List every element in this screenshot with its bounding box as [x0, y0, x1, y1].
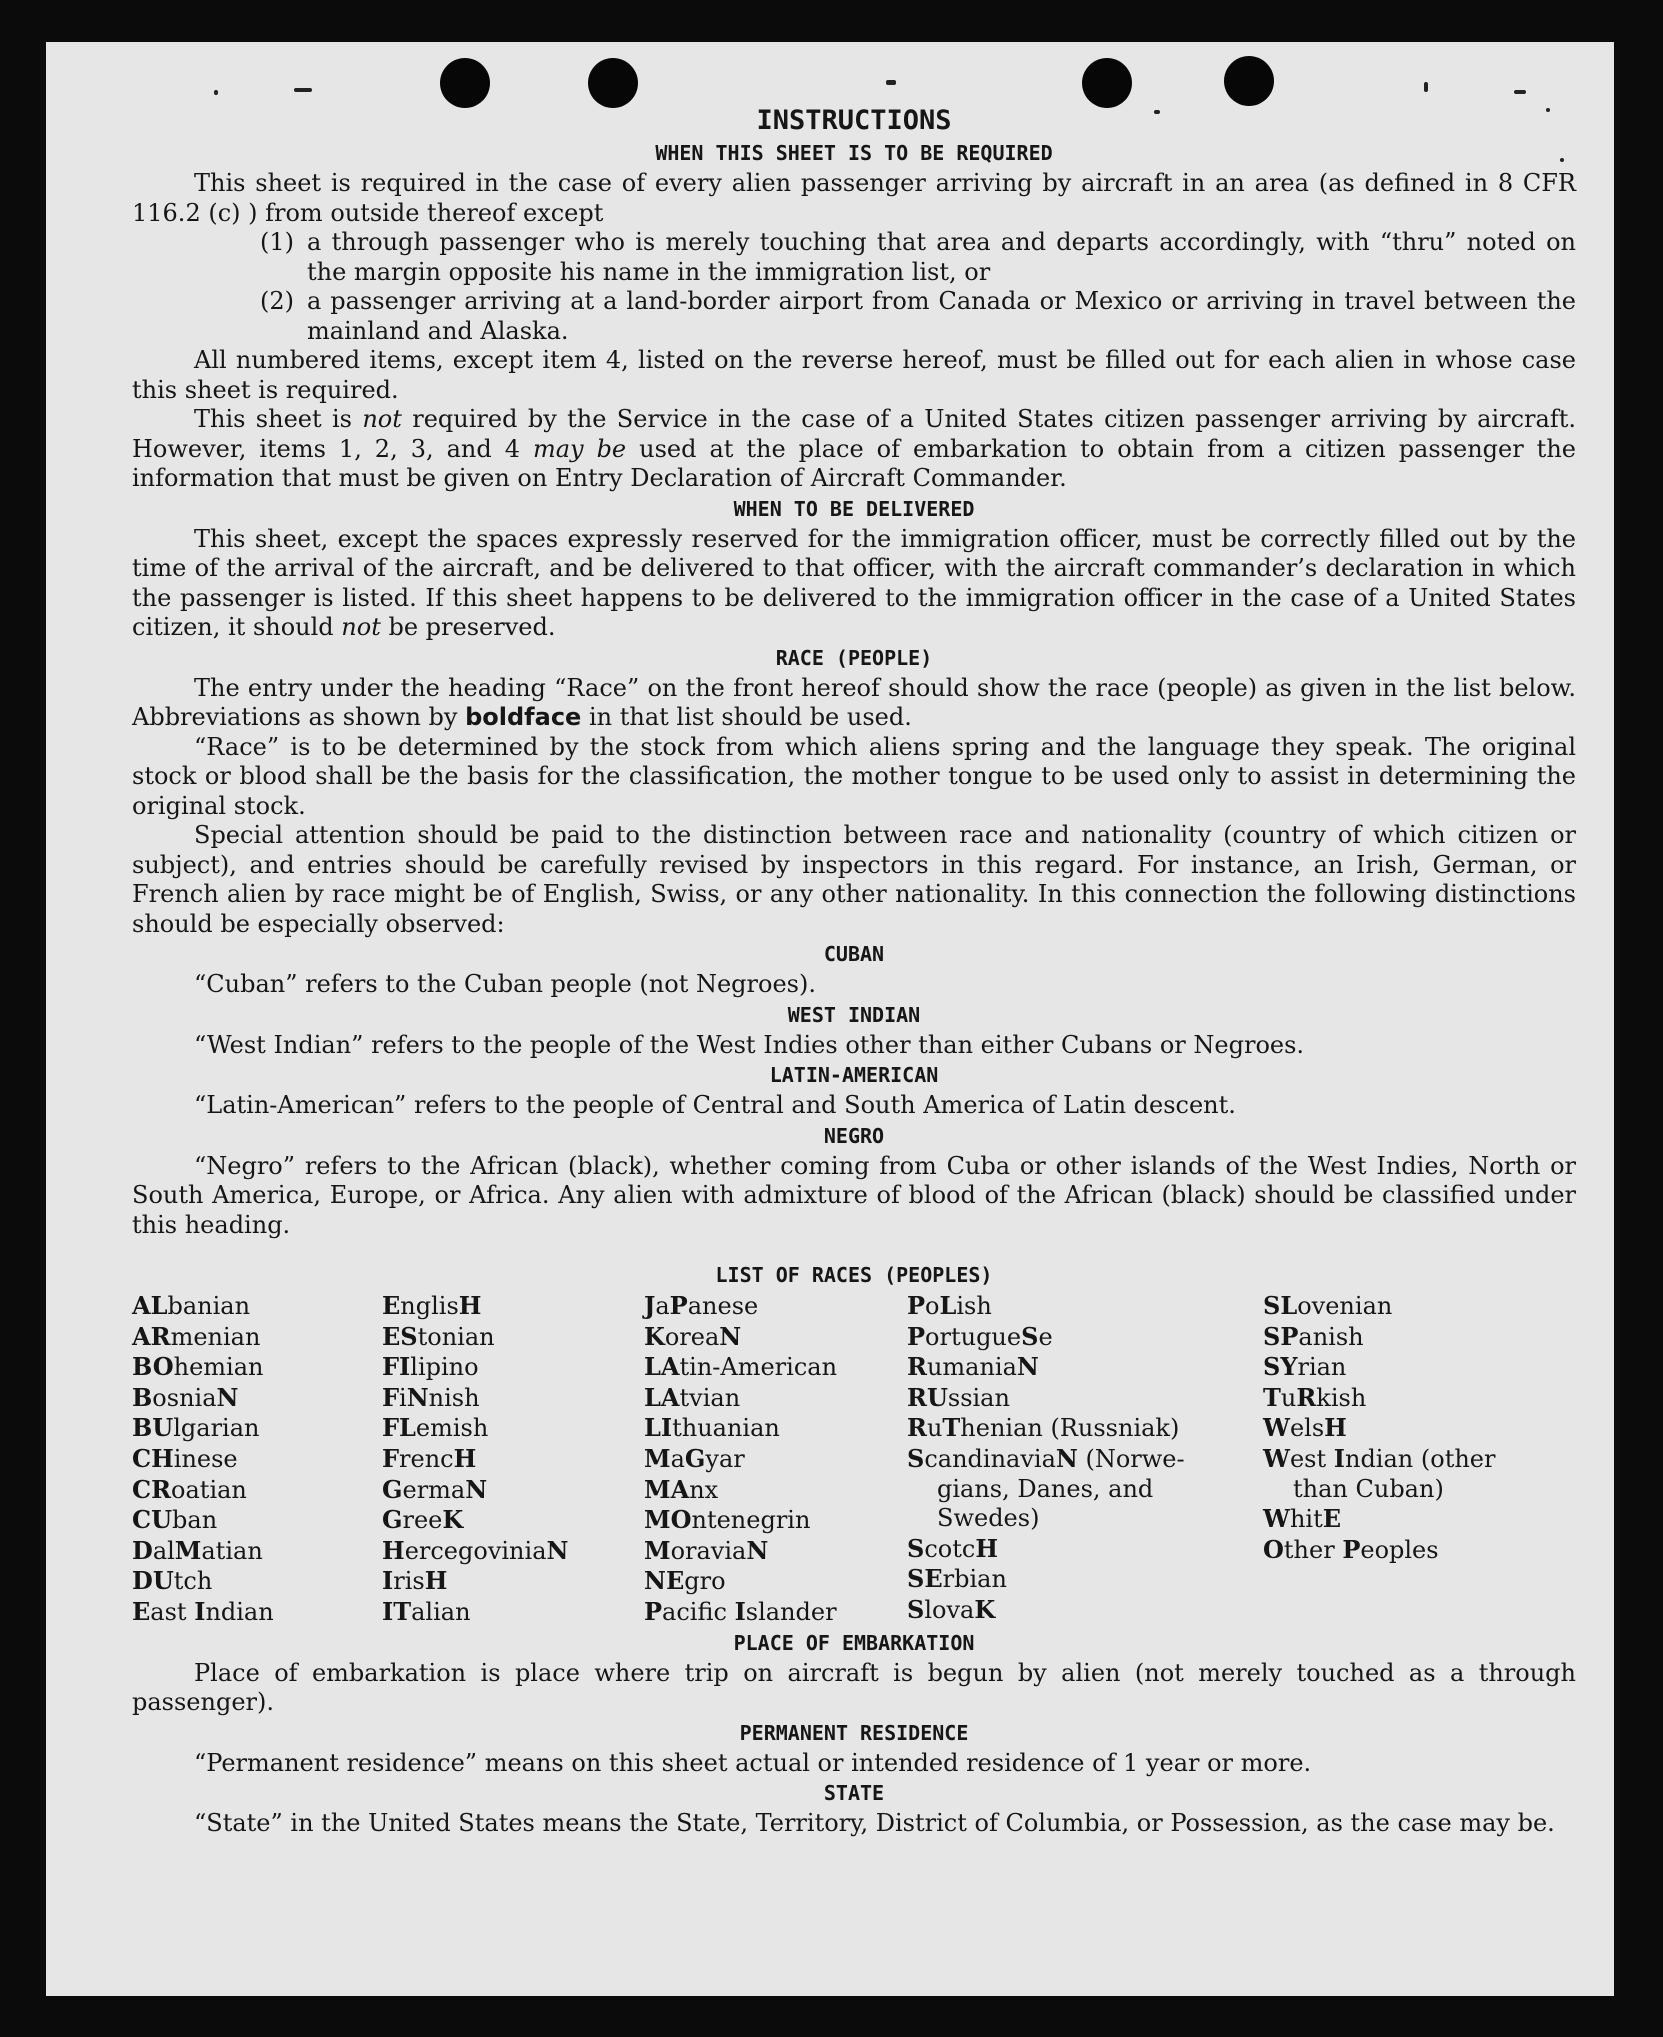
race-item	[382, 1291, 644, 1322]
race-text: emish	[415, 1414, 489, 1443]
race-abbrev: E	[382, 1291, 401, 1320]
race-text: inese	[173, 1444, 238, 1473]
race-abbrev: O	[1263, 1534, 1284, 1564]
race-item	[644, 1505, 907, 1536]
race-text: tch	[173, 1567, 213, 1596]
race-item	[1263, 1413, 1563, 1444]
race-abbrev: G	[382, 1474, 403, 1504]
race-text: rbian	[942, 1565, 1007, 1594]
race-abbrev: S	[907, 1443, 925, 1473]
race-abbrev: ES	[382, 1321, 418, 1351]
race-item	[644, 1536, 907, 1567]
paragraph: This sheet is required in the case of every alien passenger arriving by aircraft in an area (as defined in 8 CFR 116.2 (c) ) from outside thereof except	[132, 169, 1576, 227]
race-abbrev: M	[644, 1443, 671, 1473]
section-heading: PERMANENT RESIDENCE	[739, 1720, 969, 1745]
race-text: lova	[924, 1595, 975, 1624]
race-item	[382, 1322, 644, 1353]
race-text: ree	[402, 1506, 443, 1535]
race-text: u	[926, 1414, 943, 1443]
race-item	[644, 1444, 907, 1475]
race-text: hemian	[173, 1353, 264, 1382]
race-abbrev: SY	[1263, 1352, 1298, 1382]
bold-text: boldface	[465, 703, 582, 731]
scan-speck	[886, 80, 896, 85]
race-item	[132, 1413, 382, 1444]
race-abbrev: MO	[644, 1505, 692, 1535]
race-abbrev: LA	[644, 1352, 680, 1382]
paragraph: Place of embarkation is place where trip on aircraft is begun by alien (not merely touched as a through passenger).	[132, 1658, 1576, 1717]
text-run: required by the Service in the case of a United States citizen passenger arriving by aircraft. However, items 1, 2, 3, and 4	[132, 405, 1576, 463]
race-text: alian	[411, 1597, 471, 1626]
race-abbrev: SE	[907, 1564, 943, 1594]
race-abbrev: BU	[132, 1413, 174, 1443]
emphasis: not	[362, 405, 402, 433]
race-text: est	[1289, 1444, 1334, 1473]
race-abbrev: N	[546, 1535, 569, 1565]
race-text: gians, Danes, and	[937, 1474, 1154, 1503]
race-text: tonian	[417, 1322, 495, 1351]
race-text: henian (Russniak)	[960, 1414, 1180, 1443]
race-item	[907, 1564, 1263, 1595]
punch-hole	[588, 58, 638, 108]
race-text: ther	[1283, 1535, 1343, 1564]
race-abbrev: R	[1296, 1382, 1317, 1412]
race-item	[132, 1536, 382, 1567]
race-item	[644, 1322, 907, 1353]
race-abbrev: N	[465, 1474, 488, 1504]
race-item	[644, 1383, 907, 1414]
race-text: anese	[687, 1292, 759, 1320]
race-text: oravia	[670, 1536, 747, 1565]
race-abbrev: J	[644, 1291, 656, 1320]
race-item	[132, 1475, 382, 1506]
race-text: anish	[1298, 1322, 1364, 1351]
page-title: INSTRUCTIONS	[756, 105, 952, 136]
race-text: a	[670, 1444, 685, 1473]
race-text: nish	[428, 1383, 480, 1412]
race-text: gro	[684, 1567, 726, 1596]
race-item	[907, 1595, 1263, 1626]
race-column	[1263, 1291, 1563, 1628]
race-text: lipino	[410, 1353, 479, 1382]
race-item	[382, 1566, 644, 1597]
race-text: rian	[1297, 1353, 1347, 1382]
text-run: be preserved.	[380, 613, 556, 641]
race-abbrev: R	[907, 1413, 927, 1443]
race-abbrev: P	[907, 1291, 926, 1320]
race-item	[132, 1352, 382, 1383]
race-abbrev: P	[644, 1596, 663, 1626]
race-abbrev: CU	[132, 1505, 173, 1535]
race-text: e	[1038, 1322, 1053, 1351]
race-text: erma	[402, 1475, 466, 1504]
race-abbrev: N	[1055, 1443, 1078, 1473]
race-text: kish	[1316, 1383, 1367, 1412]
race-item	[382, 1383, 644, 1414]
race-item	[907, 1475, 1263, 1505]
race-item	[907, 1444, 1263, 1475]
race-abbrev: LA	[644, 1382, 680, 1412]
race-abbrev: BO	[132, 1352, 174, 1382]
race-abbrev: T	[942, 1413, 961, 1443]
race-text: atian	[201, 1536, 263, 1565]
race-item	[382, 1413, 644, 1444]
race-abbrev: H	[382, 1535, 405, 1565]
race-item	[907, 1534, 1263, 1565]
race-item	[1263, 1322, 1563, 1353]
emphasis: not	[341, 613, 381, 641]
paragraph	[132, 405, 1576, 494]
document-page	[46, 42, 1614, 1996]
race-abbrev: D	[132, 1535, 153, 1565]
race-abbrev: F	[382, 1382, 400, 1412]
race-text: ban	[172, 1506, 218, 1535]
race-abbrev: I	[734, 1596, 746, 1626]
section-heading: CUBAN	[823, 942, 885, 966]
race-item	[644, 1352, 907, 1383]
section-heading: LATIN-AMERICAN	[769, 1063, 939, 1087]
race-abbrev: H	[458, 1291, 482, 1320]
race-abbrev: K	[442, 1505, 464, 1535]
race-abbrev: P	[907, 1321, 926, 1351]
race-abbrev: H	[1324, 1413, 1347, 1443]
race-abbrev: T	[1263, 1382, 1281, 1412]
text-run: in that list should be used.	[581, 703, 912, 731]
race-text: hit	[1289, 1505, 1323, 1534]
race-abbrev: N	[406, 1382, 429, 1412]
paragraph: “Negro” refers to the African (black), whether coming from Cuba or other islands of the West Indies, North or South America, Europe, or Africa. Any alien with admixture of blood of the African (black) should be classified under this heading.	[132, 1151, 1576, 1239]
section-heading: STATE	[823, 1781, 885, 1806]
race-text: o	[925, 1292, 940, 1320]
section-heading: LIST OF RACES (PEOPLES)	[715, 1263, 993, 1287]
race-item	[1263, 1291, 1563, 1322]
race-column	[907, 1291, 1263, 1628]
race-text: ortugue	[925, 1322, 1022, 1351]
race-item	[644, 1475, 907, 1506]
race-column	[644, 1291, 907, 1628]
item-number: (1)	[260, 228, 294, 256]
race-text: cotc	[924, 1534, 976, 1563]
race-item	[1263, 1535, 1563, 1566]
race-abbrev: L	[939, 1291, 957, 1320]
race-item	[382, 1597, 644, 1628]
race-item	[1263, 1504, 1563, 1535]
race-item	[907, 1352, 1263, 1383]
race-item	[132, 1597, 382, 1628]
text-run: This sheet, except the spaces expressly reserved for the immigration officer, must be correctly filled out by the time of the arrival of the aircraft, and be delivered to that officer, with the aircraft commander’s declaration in which the passenger is listed. If this sheet happens to be delivered to the immigration officer in the case of a United States citizen, it should	[132, 524, 1576, 641]
race-abbrev: W	[1263, 1413, 1290, 1443]
paragraph: Special attention should be paid to the distinction between race and nationality (country of which citizen or subject), and entries should be carefully revised by inspectors in this regard. For instance, an Irish, German, or French alien by race might be of English, Swiss, or any other nationality. In this connection the following distinctions should be especially observed:	[132, 821, 1576, 938]
text-run: used at the place of embarkation to obtain from a citizen passenger the information that must be given on Entry Declaration of Aircraft Commander.	[132, 434, 1576, 492]
punch-hole	[1224, 56, 1274, 106]
scan-speck	[294, 88, 312, 92]
punch-hole	[1082, 58, 1132, 108]
section-heading: WEST INDIAN	[787, 1002, 921, 1027]
race-text: Swedes)	[937, 1504, 1040, 1533]
race-text: tin-American	[679, 1353, 838, 1382]
race-abbrev: M	[174, 1535, 202, 1565]
race-abbrev: M	[644, 1535, 671, 1565]
race-abbrev: MA	[644, 1474, 690, 1504]
race-item	[644, 1291, 907, 1322]
race-abbrev: K	[974, 1594, 996, 1624]
race-abbrev: H	[975, 1533, 999, 1563]
race-abbrev: AR	[132, 1321, 171, 1351]
race-text: banian	[167, 1292, 251, 1320]
race-item	[382, 1352, 644, 1383]
race-item	[132, 1322, 382, 1353]
race-abbrev: S	[1021, 1321, 1039, 1351]
section-heading: PLACE OF EMBARKATION	[733, 1630, 975, 1655]
race-item	[907, 1322, 1263, 1353]
section-heading: RACE (PEOPLE)	[775, 645, 933, 670]
punch-hole	[440, 58, 490, 108]
race-item	[1263, 1444, 1563, 1475]
race-text: renc	[399, 1444, 454, 1473]
race-abbrev: H	[424, 1566, 448, 1596]
race-item	[132, 1505, 382, 1536]
race-abbrev: LI	[644, 1413, 673, 1443]
race-text: candinavia	[924, 1444, 1056, 1473]
race-text: ndian	[205, 1597, 274, 1626]
paragraph: “Cuban” refers to the Cuban people (not Negroes).	[194, 970, 816, 998]
race-abbrev: DU	[132, 1566, 174, 1596]
race-abbrev: K	[644, 1321, 665, 1351]
race-column	[382, 1291, 644, 1628]
race-text: acific	[662, 1597, 735, 1626]
race-item	[132, 1444, 382, 1475]
race-abbrev: N	[746, 1535, 769, 1565]
race-item	[907, 1291, 1263, 1322]
paragraph: “State” in the United States means the State, Territory, District of Columbia, or Possession, as the case may be.	[194, 1809, 1555, 1838]
list-item	[260, 228, 1576, 287]
race-text: a	[655, 1292, 670, 1320]
race-list	[132, 1291, 1576, 1628]
exceptions-list	[260, 228, 1576, 346]
text-run: The entry under the heading “Race” on the front hereof should show the race (people) as given in the list below. Abbreviations as shown by	[132, 673, 1576, 731]
section-heading: WHEN TO BE DELIVERED	[733, 496, 975, 521]
race-column	[132, 1291, 382, 1628]
instructions-content	[132, 104, 1576, 1839]
race-abbrev: I	[382, 1566, 394, 1596]
scan-speck	[214, 90, 218, 95]
race-text: umania	[926, 1353, 1017, 1382]
scan-speck	[1514, 90, 1526, 94]
race-text: ast	[150, 1597, 195, 1626]
paragraph: “Permanent residence” means on this sheet actual or intended residence of 1 year or more.	[194, 1748, 1312, 1777]
race-text: osnia	[152, 1383, 217, 1412]
race-abbrev: RU	[907, 1382, 948, 1412]
item-text: a passenger arriving at a land-border airport from Canada or Mexico or arriving in travel between the mainland and Alaska.	[307, 287, 1576, 345]
race-abbrev: N	[719, 1321, 742, 1351]
race-text: ish	[956, 1292, 992, 1320]
race-item	[132, 1291, 382, 1322]
race-text: ndian (other	[1344, 1444, 1496, 1473]
race-text: ssian	[947, 1383, 1010, 1412]
race-item	[132, 1383, 382, 1414]
race-abbrev: CR	[132, 1474, 172, 1504]
race-abbrev: S	[907, 1594, 925, 1624]
section-heading: WHEN THIS SHEET IS TO BE REQUIRED	[655, 141, 1053, 165]
race-text: ercegovinia	[404, 1536, 547, 1565]
race-abbrev: G	[684, 1443, 706, 1473]
paragraph: “Latin-American” refers to the people of Central and South America of Latin descent.	[194, 1091, 1236, 1119]
race-abbrev: IT	[382, 1596, 412, 1626]
paragraph: “West Indian” refers to the people of the West Indies other than either Cubans or Negroes.	[194, 1030, 1305, 1059]
race-abbrev: G	[382, 1505, 403, 1535]
race-text: u	[1280, 1383, 1297, 1412]
race-abbrev: I	[1333, 1443, 1345, 1473]
race-abbrev: B	[132, 1382, 153, 1412]
race-item	[644, 1413, 907, 1444]
race-abbrev: SP	[1263, 1321, 1299, 1351]
race-abbrev: FL	[382, 1413, 416, 1443]
race-abbrev: E	[1322, 1504, 1342, 1534]
race-item	[382, 1505, 644, 1536]
item-number: (2)	[260, 287, 294, 315]
race-text: eoples	[1360, 1535, 1439, 1564]
race-text: tvian	[679, 1383, 741, 1412]
race-text: yar	[705, 1444, 745, 1473]
paragraph: All numbered items, except item 4, listed on the reverse hereof, must be filled out for each alien in whose case this sheet is required.	[132, 346, 1576, 404]
race-abbrev: W	[1263, 1504, 1290, 1534]
race-abbrev: H	[453, 1443, 477, 1473]
race-text: (Norwe-	[1077, 1444, 1185, 1473]
list-item	[260, 287, 1576, 346]
race-text: than Cuban)	[1293, 1474, 1444, 1503]
race-abbrev: S	[907, 1533, 925, 1563]
scan-speck	[1424, 82, 1428, 92]
race-item	[1263, 1383, 1563, 1414]
paragraph	[132, 525, 1576, 643]
race-abbrev: I	[194, 1596, 206, 1626]
race-abbrev: E	[132, 1596, 151, 1626]
race-item	[907, 1383, 1263, 1414]
race-text: lgarian	[173, 1414, 260, 1443]
race-text: thuanian	[672, 1414, 780, 1443]
race-item	[382, 1475, 644, 1506]
text-run: This sheet is	[194, 405, 363, 433]
race-abbrev: F	[382, 1443, 400, 1473]
race-abbrev: SL	[1263, 1291, 1298, 1320]
item-text: a through passenger who is merely touching that area and departs accordingly, with “thru” noted on the margin opposite his name in the immigration list, or	[307, 228, 1576, 286]
race-abbrev: P	[1342, 1534, 1361, 1564]
race-abbrev: R	[907, 1352, 927, 1382]
race-item	[1263, 1352, 1563, 1383]
emphasis: may be	[532, 434, 627, 463]
race-text: ovenian	[1297, 1292, 1393, 1320]
race-abbrev: N	[1016, 1352, 1039, 1382]
race-abbrev: N	[216, 1382, 239, 1412]
race-abbrev: NE	[644, 1566, 685, 1596]
race-text: orea	[664, 1322, 720, 1351]
race-abbrev: FI	[382, 1352, 411, 1382]
race-text: al	[152, 1536, 175, 1565]
race-item	[644, 1597, 907, 1628]
race-item	[382, 1444, 644, 1475]
paragraph: “Race” is to be determined by the stock from which aliens spring and the language they speak. The original stock or blood shall be the basis for the classification, the mother tongue to be used only to assist in determining the original stock.	[132, 732, 1576, 820]
race-item	[644, 1566, 907, 1597]
race-text: els	[1289, 1414, 1325, 1443]
section-heading: NEGRO	[823, 1123, 885, 1148]
race-abbrev: P	[669, 1291, 688, 1320]
race-item	[132, 1566, 382, 1597]
race-item	[1263, 1475, 1563, 1505]
race-item	[907, 1413, 1263, 1444]
race-item	[382, 1536, 644, 1567]
race-item	[907, 1504, 1263, 1534]
race-abbrev: CH	[132, 1443, 174, 1473]
paragraph	[132, 674, 1576, 733]
race-abbrev: AL	[132, 1291, 168, 1320]
race-text: oatian	[171, 1475, 247, 1504]
race-text: menian	[170, 1322, 261, 1351]
race-text: slander	[745, 1597, 837, 1626]
race-abbrev: W	[1263, 1443, 1290, 1473]
race-text: ris	[393, 1567, 425, 1596]
race-text: nx	[689, 1475, 719, 1504]
race-text: nglis	[400, 1292, 459, 1320]
race-text: i	[399, 1383, 407, 1412]
race-text: ntenegrin	[691, 1506, 811, 1535]
